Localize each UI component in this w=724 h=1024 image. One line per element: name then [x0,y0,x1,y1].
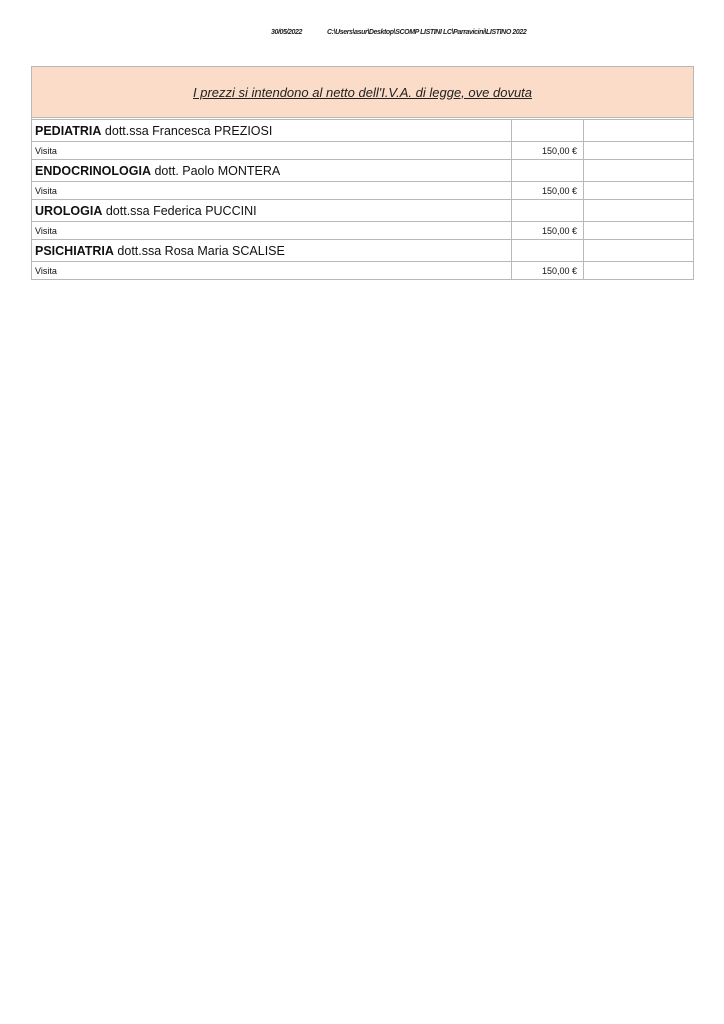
empty-cell [584,240,694,262]
specialty-row-pediatria [32,120,694,142]
empty-cell [512,120,584,142]
empty-cell [584,222,694,240]
empty-cell [584,182,694,200]
empty-cell [584,262,694,280]
empty-cell [512,160,584,182]
specialty-row-endocrinologia [32,160,694,182]
vat-notice: I prezzi si intendono al netto dell'I.V.A. di legge, ove dovuta [32,67,694,118]
empty-cell [512,240,584,262]
service-price: 150,00 € [512,142,584,160]
empty-cell [512,200,584,222]
service-row [32,222,694,240]
service-price: 150,00 € [512,222,584,240]
specialty-name: PEDIATRIA [35,123,102,138]
notice-row [32,67,694,118]
specialty-heading [32,240,512,262]
service-name: Visita [32,142,512,160]
specialty-heading [32,120,512,142]
service-name: Visita [32,222,512,240]
service-price: 150,00 € [512,182,584,200]
specialty-name: UROLOGIA [35,203,103,218]
service-row [32,142,694,160]
specialty-name: ENDOCRINOLOGIA [35,163,151,178]
empty-cell [584,142,694,160]
empty-cell [584,200,694,222]
service-name: Visita [32,182,512,200]
price-list-table [31,66,694,280]
service-row [32,262,694,280]
specialty-name: PSICHIATRIA [35,243,114,258]
service-row [32,182,694,200]
doctor-name: dott.ssa Francesca PREZIOSI [104,123,273,138]
empty-cell [584,120,694,142]
doctor-name: dott.ssa Federica PUCCINI [105,203,257,218]
empty-cell [584,160,694,182]
page-header [0,29,724,41]
print-date: 30/05/2022 [271,29,303,36]
specialty-heading [32,200,512,222]
specialty-row-psichiatria [32,240,694,262]
doctor-name: dott. Paolo MONTERA [154,163,281,178]
doctor-name: dott.ssa Rosa Maria SCALISE [117,243,285,258]
service-price: 150,00 € [512,262,584,280]
file-path: C:\Users\asur\Desktop\SCOMP LISTINI LC\Parravicini\LISTINO 2022 [327,29,527,36]
service-name: Visita [32,262,512,280]
specialty-heading [32,160,512,182]
specialty-row-urologia [32,200,694,222]
